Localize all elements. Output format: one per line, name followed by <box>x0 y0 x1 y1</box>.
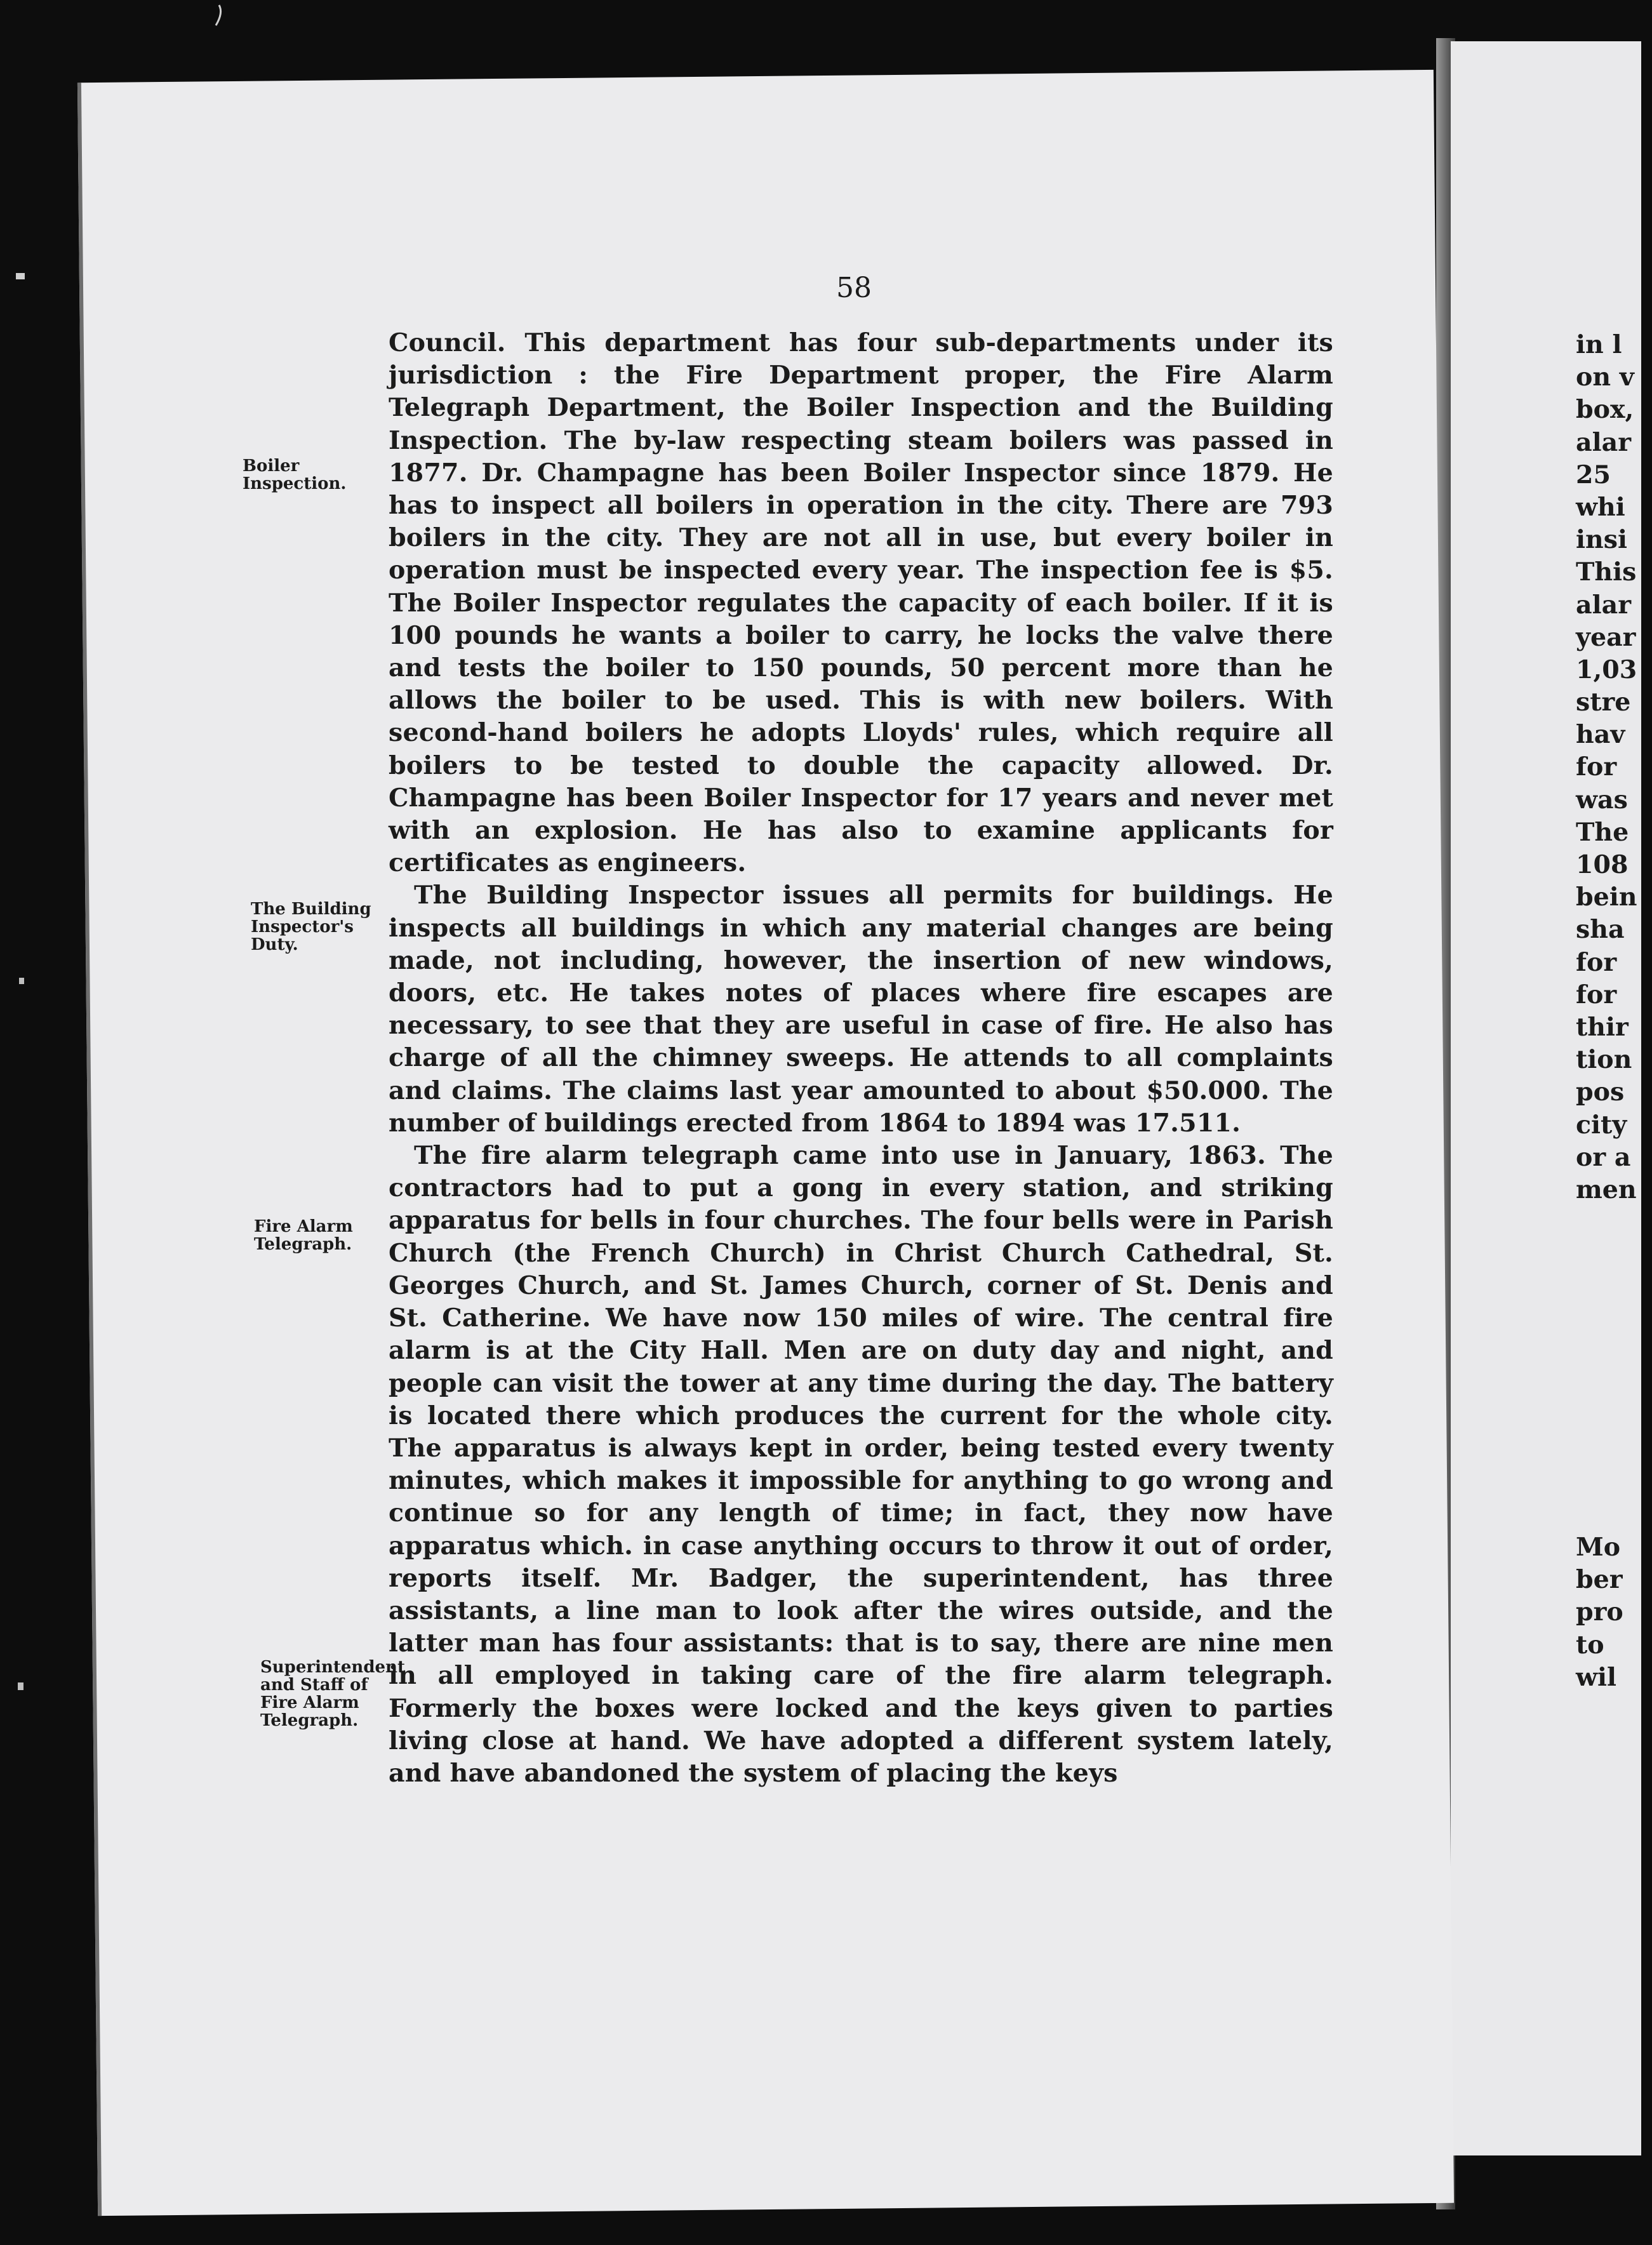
facing-page-line: insi <box>1576 525 1627 555</box>
facing-page-text-bottom <box>1576 1531 1652 1694</box>
paragraph-building-inspector: The Building Inspector issues all permits for buildings. He inspects all buildings in which any material changes are being made, not including, however, the insertion of new windows, doors, etc. He takes notes of places where fire escapes are necessary, to see that they are useful in case of fire. He also has charge of all the chimney sweeps. He attends to all complaints and claims. The claims last year amounted to about $50.000. The number of buildings erected from 1864 to 1894 was 17.511. <box>389 881 1333 1138</box>
facing-page-line: stre <box>1576 688 1631 717</box>
margin-note-building-inspector: The Building Inspector's Duty. <box>251 900 371 954</box>
facing-page-line: or a <box>1576 1142 1631 1172</box>
facing-page-line: for <box>1576 980 1617 1009</box>
facing-page-line: ber <box>1576 1565 1623 1595</box>
facing-page-line: was <box>1576 785 1628 815</box>
paragraph-council-boiler: Council. This department has four sub-departments under its jurisdiction : the Fire Department proper, the Fire Alarm Telegraph Department, the Boiler Inspection and the Building Inspection. The by-law respecting steam boilers was passed in 1877. Dr. Champagne has been Boiler Inspector since 1879. He has to inspect all boilers in operation in the city. There are 793 boilers in the city. They are not all in use, but every boiler in operation must be inspected every year. The inspection fee is $5. The Boiler Inspector regulates the capacity of each boiler. If it is 100 pounds he wants a boiler to carry, he locks the valve there and tests the boiler to 150 pounds, 50 percent more than he allows the boiler to be used. This is with new boilers. With second-hand boilers he adopts Lloyds' rules, which require all boilers to be tested to double the capacity allowed. Dr. Champagne has been Boiler Inspector for 17 years and never met with an explosion. He has also to examine applicants for certificates as engineers. <box>389 328 1333 878</box>
facing-page-line: hav <box>1576 720 1625 750</box>
page-number: 58 <box>836 272 872 304</box>
facing-page-line: This <box>1576 557 1637 587</box>
facing-page-line: on v <box>1576 363 1634 392</box>
facing-page-line: 25 <box>1576 460 1611 490</box>
facing-page-line: in l <box>1576 330 1622 359</box>
facing-page-line: wil <box>1576 1662 1617 1692</box>
facing-page-line: tion <box>1576 1045 1632 1075</box>
facing-page-line: whi <box>1576 492 1625 522</box>
facing-page-line: city <box>1576 1110 1627 1140</box>
facing-page-line: 108 <box>1576 850 1629 879</box>
facing-page-line: Mo <box>1576 1533 1621 1562</box>
facing-page-line: pro <box>1576 1597 1623 1627</box>
margin-note-superintendent: Superintendent and Staff of Fire Alarm Telegraph. <box>260 1658 405 1730</box>
facing-page-line: to <box>1576 1630 1604 1660</box>
facing-page-line: The <box>1576 817 1629 847</box>
body-text <box>389 327 1333 1790</box>
facing-page-line: alar <box>1576 590 1632 620</box>
margin-note-boiler: Boiler Inspection. <box>243 456 347 493</box>
facing-page-line: thir <box>1576 1012 1629 1042</box>
facing-page-line: 1,03 <box>1576 655 1637 684</box>
paragraph-fire-alarm: The fire alarm telegraph came into use in January, 1863. The contractors had to put a gong in every station, and striking apparatus for bells in four churches. The four bells were in Parish Church (the French Church) in Christ Church Cathedral, St. Georges Church, and St. James Church, corner of St. Denis and St. Catherine. We have now 150 miles of wire. The central fire alarm is at the City Hall. Men are on duty day and night, and people can visit the tower at any time during the day. The battery is located there which produces the current for the whole city. The apparatus is always kept in order, being tested every twenty minutes, which makes it impossible for anything to go wrong and continue so for any length of time; in fact, they now have apparatus which. in case anything occurs to throw it out of order, reports itself. Mr. Badger, the superintendent, has three assistants, a line man to look after the wires outside, and the latter man has four assistants: that is to say, there are nine men in all employed in taking care of the fire alarm telegraph. Formerly the boxes were locked and the keys given to parties living close at hand. We have adopted a different system lately, and have abandoned the system of placing the keys <box>389 1141 1333 1788</box>
facing-page-line: for <box>1576 752 1617 782</box>
facing-page-line: sha <box>1576 915 1625 945</box>
facing-page-line: alar <box>1576 427 1632 457</box>
facing-page-line: for <box>1576 947 1617 977</box>
facing-page-line: men <box>1576 1175 1637 1204</box>
facing-page-line: pos <box>1576 1077 1625 1107</box>
facing-page-line: box, <box>1576 395 1634 425</box>
facing-page-line: bein <box>1576 883 1637 912</box>
facing-page-line: year <box>1576 622 1636 652</box>
margin-note-fire-alarm: Fire Alarm Telegraph. <box>254 1217 353 1254</box>
facing-page-text-top <box>1576 329 1652 1206</box>
